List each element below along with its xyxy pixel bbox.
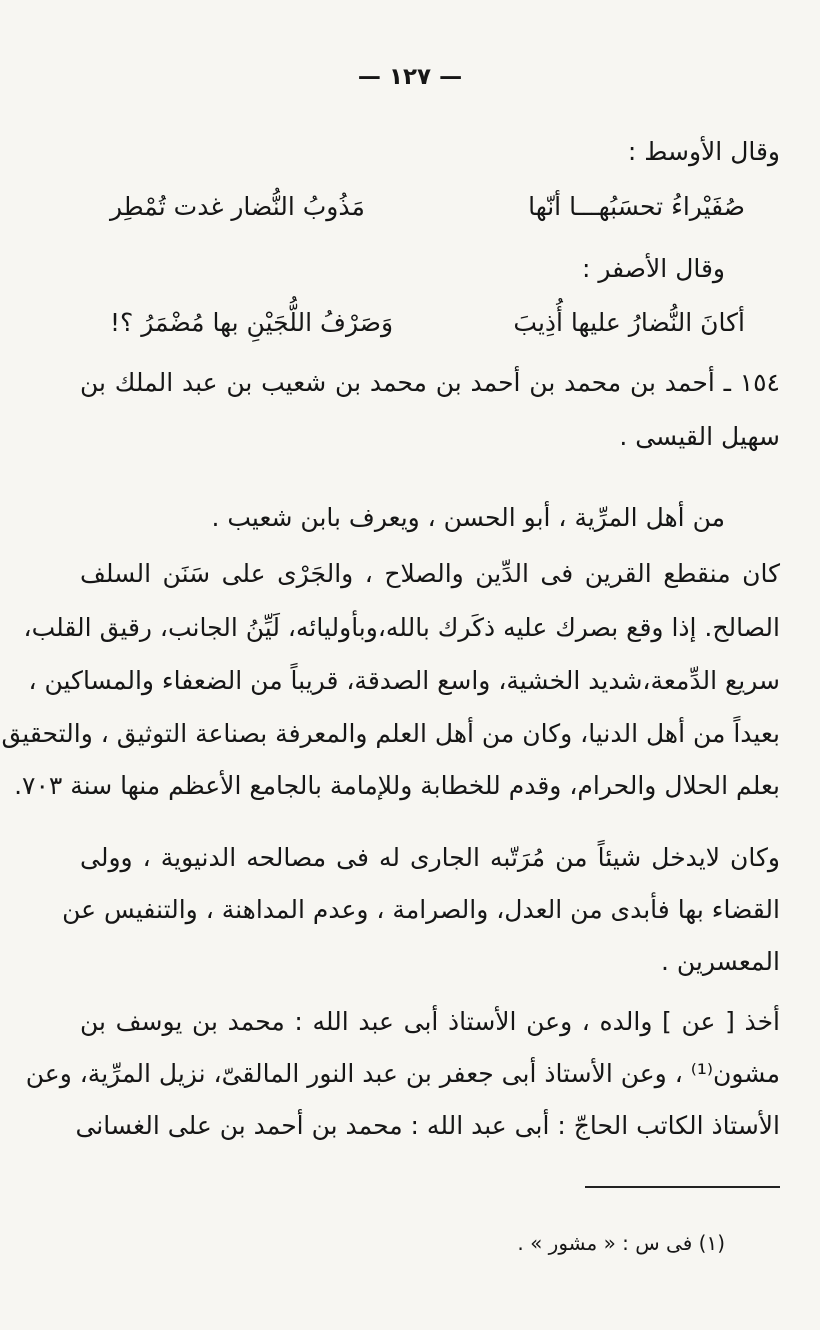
text-line: الأستاذ الكاتب الحاجّ : أبى عبد الله : محمد بن أحمد بن على الغسانى xyxy=(75,1111,780,1140)
text-line: وكان لايدخل شيئاً من مُرَتّبه الجارى له فى مصالحه الدنيوية ، وولى xyxy=(80,843,780,872)
page-number: — ١٢٧ — xyxy=(357,64,463,90)
text-line: القضاء بها فأبدى من العدل، والصرامة ، وعدم المداهنة ، والتنفيس عن xyxy=(62,895,780,924)
text-line: المعسرين . xyxy=(660,947,780,976)
text-line: مشون⁽¹⁾ ، وعن الأستاذ أبى جعفر بن عبد النور المالقىّ، نزيل المرِّية، وعن xyxy=(25,1059,780,1088)
poem-verse xyxy=(110,303,745,343)
text-line: من أهل المرِّية ، أبو الحسن ، ويعرف بابن شعيب . xyxy=(211,503,725,532)
poem-verse xyxy=(110,187,745,227)
text-line: كان منقطع القرين فى الدِّين والصلاح ، والجَرْى على سَنَن السلف xyxy=(80,559,780,588)
footnote-separator xyxy=(585,1186,780,1188)
text-line: الصالح. إذا وقع بصرك عليه ذكَرك بالله،وبأوليائه، لَيِّنُ الجانب، رقيق القلب، xyxy=(23,613,780,642)
verse-hemistich-first: صُفَيْراءُ تحسَبُهـــا أنّها xyxy=(528,192,745,221)
verse-hemistich-second: وَصَرْفُ اللُّجَيْنِ بها مُضْمَرُ ؟! xyxy=(110,308,394,337)
text-line: سهيل القيسى . xyxy=(619,422,780,451)
text-line: وقال الأوسط : xyxy=(627,137,780,166)
verse-hemistich-first: أكانَ النُّضارُ عليها أُذِيبَ xyxy=(513,308,745,337)
text-line: وقال الأصفر : xyxy=(582,254,725,283)
text-line: بعيداً من أهل الدنيا، وكان من أهل العلم والمعرفة بصناعة التوثيق ، والتحقيق xyxy=(1,719,780,748)
footnote: (١) فى س : « مشور » . xyxy=(517,1231,725,1255)
text-line: سريع الدِّمعة،شديد الخشية، واسع الصدقة، قريباً من الضعفاء والمساكين ، xyxy=(28,666,780,695)
text-line: بعلم الحلال والحرام، وقدم للخطابة وللإمامة بالجامع الأعظم منها سنة ٧٠٣. xyxy=(14,771,780,800)
verse-hemistich-second: مَذُوبُ النُّضار غدت تُمْطِر xyxy=(110,192,365,221)
text-line: أخذ [ عن ] والده ، وعن الأستاذ أبى عبد الله : محمد بن يوسف بن xyxy=(80,1007,780,1036)
entry-heading: ١٥٤ ـ أحمد بن محمد بن أحمد بن محمد بن شعيب بن عبد الملك بن xyxy=(80,368,780,397)
